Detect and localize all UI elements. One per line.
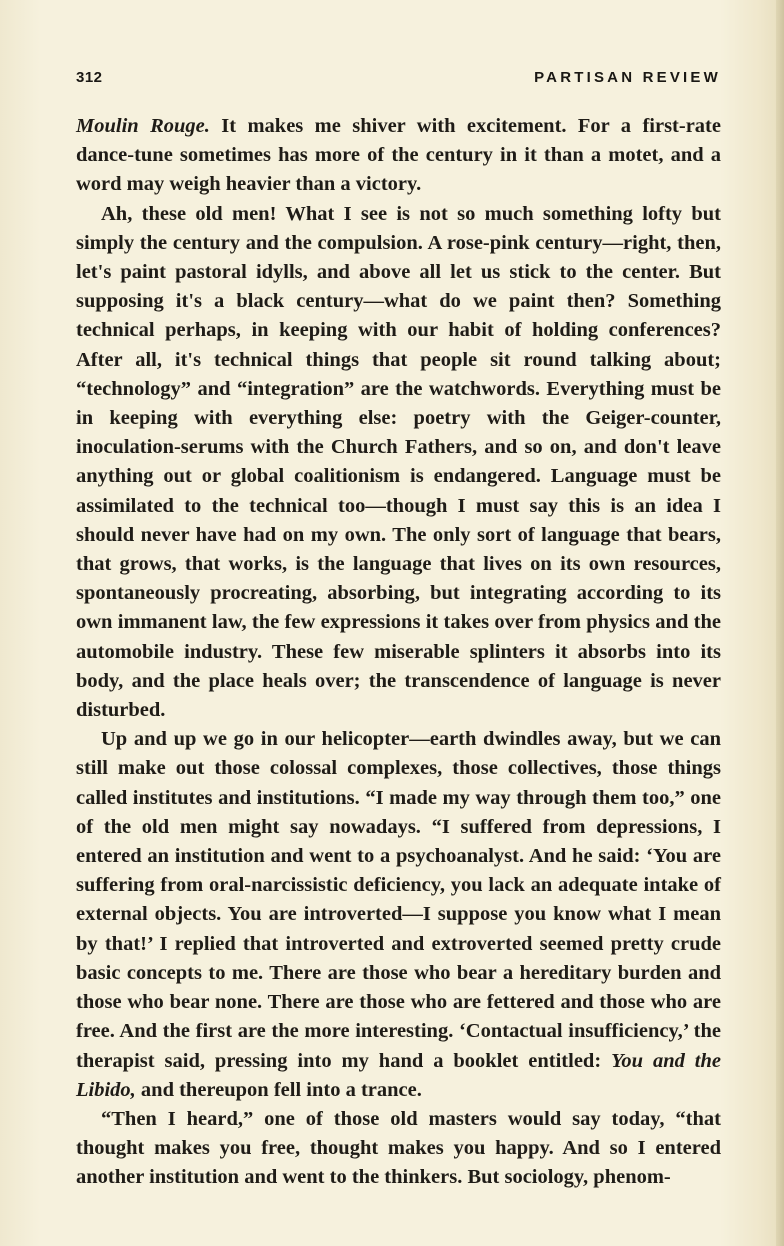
page-header xyxy=(76,69,721,93)
italic-title: Moulin Rouge. xyxy=(76,115,210,137)
page-number: 312 xyxy=(76,69,103,86)
italic-booklet-title: You and the Libido, xyxy=(76,1049,722,1101)
running-head: PARTISAN REVIEW xyxy=(534,69,721,86)
paragraph-1 xyxy=(76,112,721,200)
paragraph-text: “Then I heard,” one of those old masters would say today, “that thought makes you free, thought makes you happy. And so I entered another institution and went to the thinkers. But sociology, phenom- xyxy=(76,1107,721,1189)
paragraph-2 xyxy=(76,200,721,726)
body-text xyxy=(76,112,721,1193)
page-edge-shadow xyxy=(776,0,784,1246)
paragraph-text: Ah, these old men! What I see is not so much something lofty but simply the century and the compulsion. A rose-pink century—right, then, let's paint pastoral idylls, and above all let us stick to the center. But supposing it's a black century—what do we paint then? Something technical perhaps, in keeping with our habit of holding conferences? After all, it's technical things that people sit round talking about; “technology” and “integration” are the watchwords. Everything must be in keeping with everything else: poetry with the Geiger-counter, inoculation-serums with the Church Fathers, and so on, and don't leave anything out or global coalitionism is endangered. Language must be assimilated to the technical too—though I must say this is an idea I should never have had on my own. The only sort of language that bears, that grows, that works, is the language that lives on its own resources, spontaneously procreating, absorbing, but integrating according to its own immanent law, the few expressions it takes over from physics and the automobile industry. These few miserable splinters it absorbs into its body, and the place heals over; the transcendence of language is never disturbed. xyxy=(76,202,721,722)
paragraph-3 xyxy=(76,725,721,1105)
paragraph-text: It makes me shiver with excitement. For a first-rate dance-tune sometimes has more of the century in it than a motet, and a word may weigh heavier than a victory. xyxy=(76,115,721,196)
paragraph-text: Up and up we go in our helicopter—earth dwindles away, but we can still make out those colossal complexes, those collectives, those things called institutes and institutions. “I made my way through them too,” one of the old men might say nowadays. “I suffered from depressions, I entered an institution and went to a psychoanalyst. And he said: ‘You are suffering from oral-narcissistic deficiency, you lack an adequate intake of external objects. You are introverted—I suppose you know what I mean by that!’ I replied that introverted and extroverted seemed pretty crude basic concepts to me. There are those who bear a hereditary burden and those who bear none. There are those who are fettered and those who are free. And the first are the more interesting. ‘Contactual insufficiency,’ the therapist said, pressing into my hand a booklet entitled: xyxy=(76,728,721,1072)
paragraph-4 xyxy=(76,1105,721,1193)
paragraph-text: and thereupon fell into a trance. xyxy=(135,1078,422,1101)
